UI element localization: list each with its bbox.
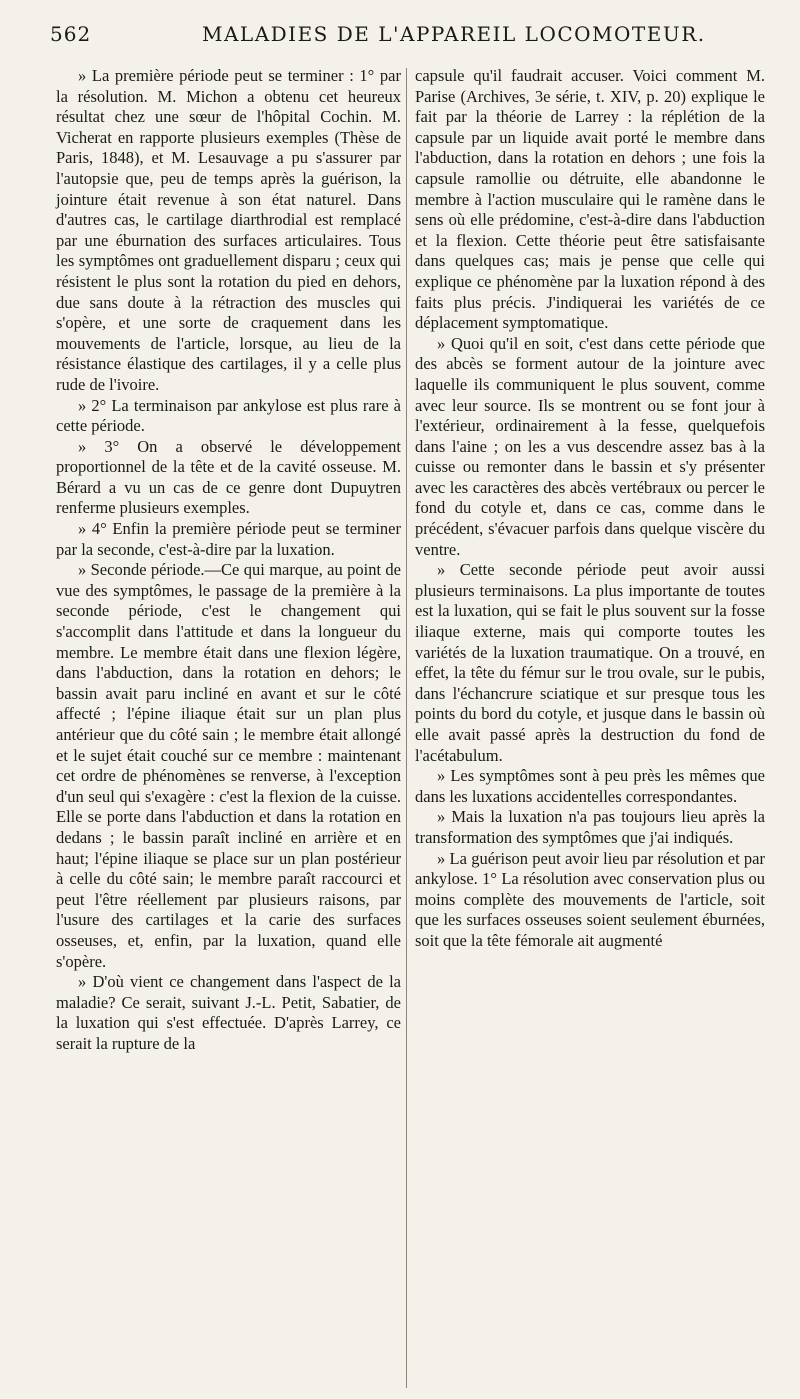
left-column (56, 66, 401, 1055)
paragraph: » 2° La terminaison par ankylose est plus rare à cette période. (56, 395, 401, 436)
page-number: 562 (50, 22, 92, 46)
paragraph: » Les symptômes sont à peu près les mêmes que dans les luxations accidentelles correspondantes. (415, 766, 765, 806)
paragraph: » Mais la luxation n'a pas toujours lieu après la transformation des symptômes que j'ai indiqués. (415, 807, 765, 847)
page-header (50, 22, 750, 54)
paragraph: » 4° Enfin la première période peut se terminer par la seconde, c'est-à-dire par la luxation. (56, 519, 401, 559)
paragraph: » Quoi qu'il en soit, c'est dans cette période que des abcès se forment autour de la jointure avec laquelle ils communiquent le plus souvent, comme avec leur source. Ils se montrent ou se font jour à l'extérieur, ordinairement à la fesse, quelquefois dans l'aine ; on les a vus descendre assez bas à la cuisse ou remonter dans le bassin et s'y présenter avec les caractères des abcès vertébraux ou percer le fond du cotyle et, dans ce cas, comme dans le précédent, s'évacuer parfois dans quelque viscère du ventre. (415, 333, 765, 559)
paragraph: » Cette seconde période peut avoir aussi plusieurs terminaisons. La plus importante de toutes est la luxation, qui se fait le plus souvent sur la fosse iliaque externe, mais qui comporte toutes les variétés de la luxation traumatique. On a trouvé, en effet, la tête du fémur sur le trou ovale, sur le pubis, dans l'échancrure sciatique et sur presque tous les points du bord du cotyle, et jusque dans le bassin où elle avait passé après la destruction du fond de l'acétabulum. (415, 560, 765, 765)
right-column (415, 66, 765, 952)
column-divider (406, 68, 407, 1388)
running-title: MALADIES DE L'APPAREIL LOCOMOTEUR. (202, 22, 706, 46)
paragraph: capsule qu'il faudrait accuser. Voici comment M. Parise (Archives, 3e série, t. XIV, p. 20) explique le fait par la théorie de Larrey : la réplétion de la capsule par un liquide avait porté le membre dans l'abduction, dans la rotation en dehors ; une fois la capsule ramollie ou détruite, elle abandonne le membre à l'action musculaire qui le ramène dans le sens où elle prédomine, c'est-à-dire dans l'abduction et la flexion. Cette théorie peut être satisfaisante dans quelques cas; mais je pense que celle qui explique ce phénomène par la luxation répond à des faits plus précis. J'indiquerai les variétés de ce déplacement symptomatique. (415, 66, 765, 333)
paragraph: » La guérison peut avoir lieu par résolution et par ankylose. 1° La résolution avec conservation plus ou moins complète des mouvements de l'article, soit que les surfaces osseuses soient seulement éburnées, soit que la tête fémorale ait augmenté (415, 848, 765, 950)
paragraph: » La première période peut se terminer : 1° par la résolution. M. Michon a obtenu cet heureux résultat chez une sœur de l'hôpital Cochin. M. Vicherat en rapporte plusieurs exemples (Thèse de Paris, 1848), et M. Lesauvage a pu s'assurer par l'autopsie que, peu de temps après la guérison, la jointure était revenue à son état naturel. Dans d'autres cas, le cartilage diarthrodial est remplacé par une éburnation des surfaces articulaires. Tous les symptômes ont graduellement disparu ; ceux qui résistent le plus sont la rotation du pied en dehors, due sans doute à la rétraction des muscles qui s'opère, et une sorte de craquement dans les mouvements de l'article, lorsque, au lieu de la résistance élastique des cartilages, il y a celle plus rude de l'ivoire. (56, 66, 401, 394)
paragraph: » Seconde période.—Ce qui marque, au point de vue des symptômes, le passage de la première à la seconde période, c'est le changement qui s'accomplit dans l'attitude et dans la longueur du membre. Le membre était dans une flexion légère, dans l'abduction, dans la rotation en dehors; le bassin avait paru incliné en avant et sur le côté affecté ; l'épine iliaque était sur un plan plus antérieur que du côté sain ; le membre était allongé et le sujet était couché sur ce membre : maintenant cet ordre de phénomènes se renverse, à l'exception d'un seul qui s'exagère : c'est la flexion de la cuisse. Elle se porte dans l'abduction et dans la rotation en dedans ; le bassin paraît incliné en arrière et en haut; l'épine iliaque se place sur un plan postérieur à celle du côté sain; le membre paraît raccourci et peut l'être réellement par plusieurs raisons, par l'usure des cartilages et la carie des surfaces osseuses, et, enfin, par la luxation, quand elle s'opère. (56, 560, 401, 971)
paragraph: » D'où vient ce changement dans l'aspect de la maladie? Ce serait, suivant J.-L. Petit, Sabatier, de la luxation qui s'est effectuée. D'après Larrey, ce serait la rupture de la (56, 972, 401, 1053)
paragraph: » 3° On a observé le développement proportionnel de la tête et de la cavité osseuse. M. Bérard a vu un cas de ce genre dont Dupuytren renferme plusieurs exemples. (56, 436, 401, 518)
